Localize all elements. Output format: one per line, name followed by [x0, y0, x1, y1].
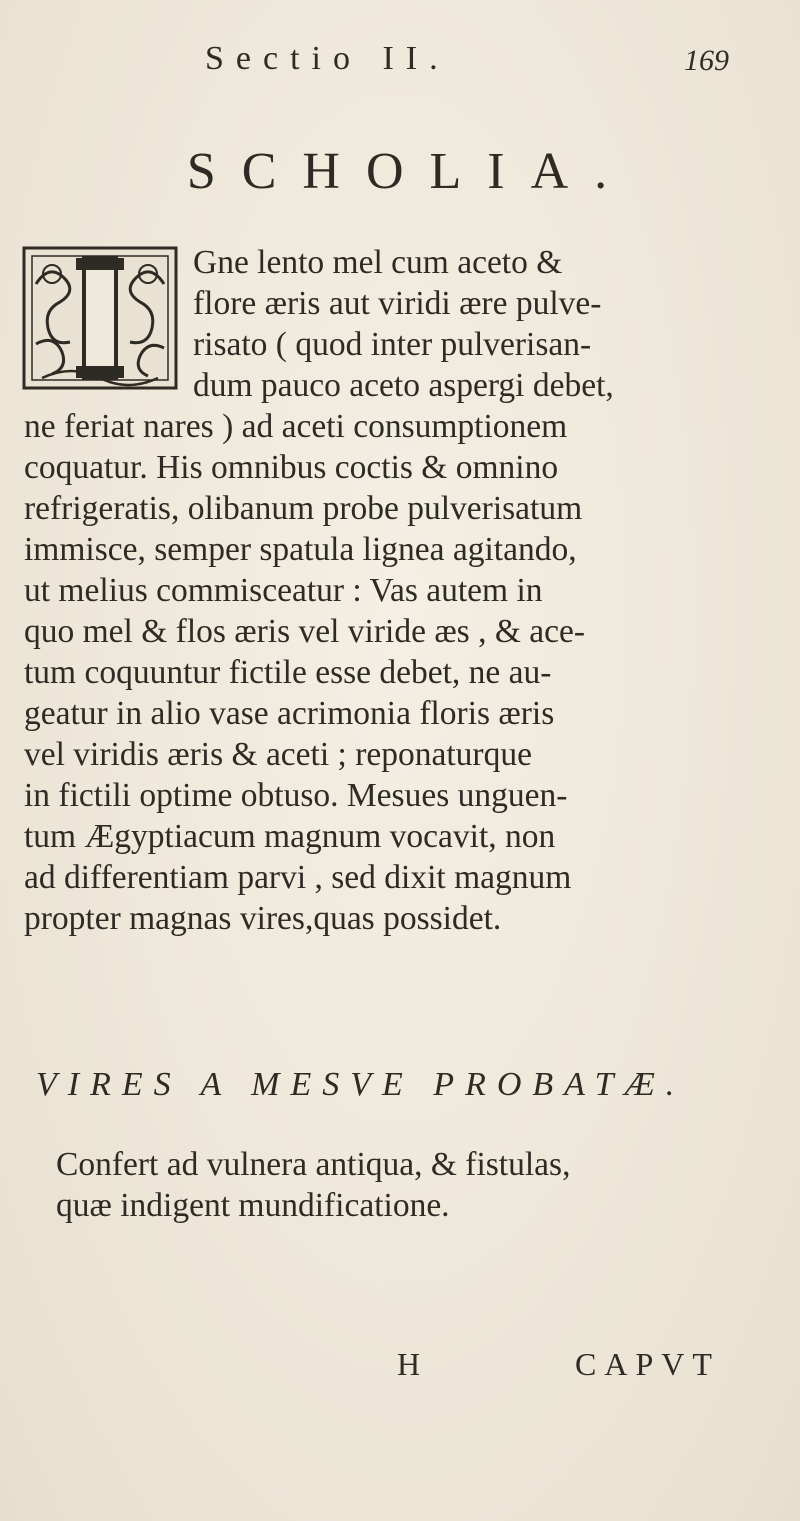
- text-line: ad differentiam parvi , sed dixit magnum: [24, 859, 572, 896]
- text-line: quæ indigent mundificatione.: [56, 1187, 450, 1224]
- paragraph2: [56, 1144, 776, 1226]
- subsection-heading: VIRES A MESVE PROBATÆ.: [36, 1066, 686, 1103]
- text-line: risato ( quod inter pulverisan-: [193, 326, 592, 363]
- text-line: Confert ad vulnera antiqua, & fistulas,: [56, 1146, 571, 1183]
- text-line: geatur in alio vase acrimonia floris æris: [24, 695, 555, 732]
- paragraph1-body: [24, 406, 774, 939]
- text-line: flore æris aut viridi ære pulve-: [193, 285, 602, 322]
- text-line: tum coquuntur fictile esse debet, ne au-: [24, 654, 552, 691]
- running-head: Sectio II.: [205, 40, 450, 77]
- text-line: propter magnas vires,quas possidet.: [24, 900, 502, 937]
- signature-mark: H: [397, 1346, 421, 1382]
- text-line: Gne lento mel cum aceto &: [193, 244, 563, 281]
- text-line: vel viridis æris & aceti ; reponaturque: [24, 736, 532, 773]
- text-line: coquatur. His omnibus coctis & omnino: [24, 449, 559, 486]
- text-line: in fictili optime obtuso. Mesues unguen-: [24, 777, 568, 814]
- ornamental-initial-icon: [20, 244, 180, 392]
- section-title: SCHOLIA.: [186, 143, 634, 200]
- text-line: refrigeratis, olibanum probe pulverisatum: [24, 490, 583, 527]
- text-line: ut melius commisceatur : Vas autem in: [24, 572, 543, 609]
- text-line: tum Ægyptiacum magnum vocavit, non: [24, 818, 556, 855]
- text-line: dum pauco aceto aspergi debet,: [193, 367, 614, 404]
- paragraph1-indented-block: [193, 242, 773, 406]
- text-line: immisce, semper spatula lignea agitando,: [24, 531, 577, 568]
- text-line: ne feriat nares ) ad aceti consumptionem: [24, 408, 568, 445]
- page-number: 169: [684, 44, 729, 77]
- catchword: CAPVT: [575, 1346, 720, 1382]
- text-line: quo mel & flos æris vel viride æs , & ace-: [24, 613, 586, 650]
